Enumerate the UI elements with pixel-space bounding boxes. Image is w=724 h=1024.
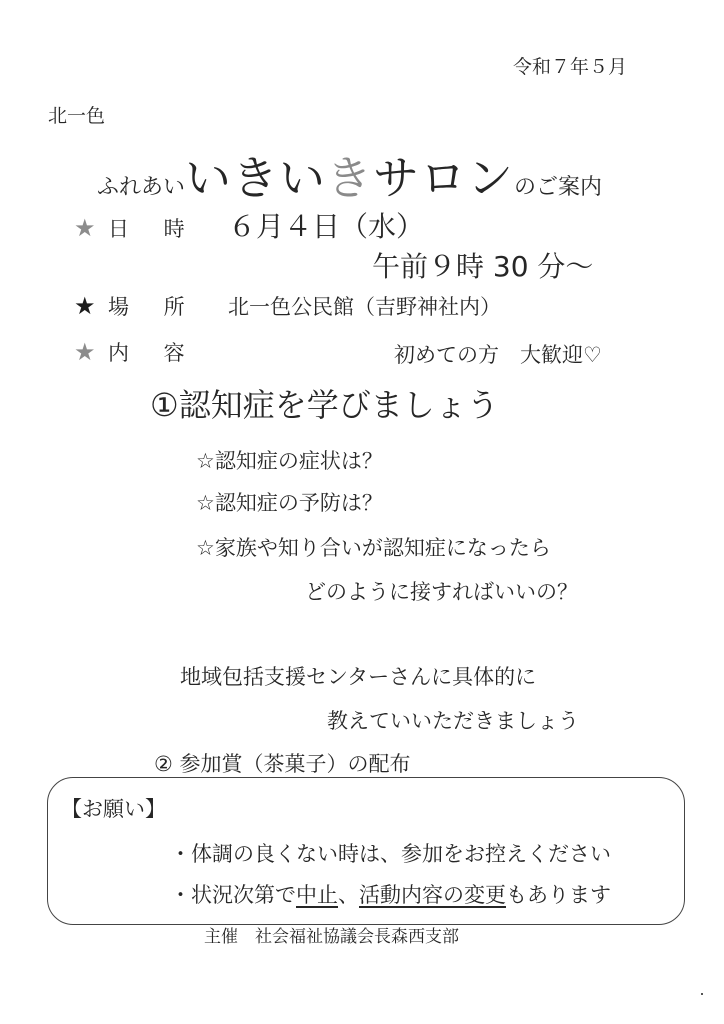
- star-icon: ★: [74, 214, 96, 242]
- star-icon: ★: [74, 338, 96, 366]
- request-label: 【お願い】: [61, 797, 166, 821]
- question-item: ☆認知症の予防は？: [196, 491, 383, 515]
- place-row: [74, 291, 501, 321]
- request-text: もあります: [506, 883, 611, 907]
- request-line: ・体調の良くない時は、参加をお控えください: [170, 842, 611, 866]
- question-item: ☆認知症の症状は？: [196, 449, 383, 473]
- issue-date: 令和７年５月: [513, 56, 628, 78]
- request-text: 、: [338, 883, 359, 907]
- title-prefix: ふれあい: [97, 175, 186, 200]
- request-text: ・状況次第で: [170, 883, 296, 907]
- note-line: 教えていいただきましょう: [327, 709, 579, 733]
- item-two: ② 参加賞（茶菓子）の配布: [154, 752, 411, 776]
- title-main-a: いきい: [185, 151, 327, 205]
- content-label: 内 容: [108, 341, 199, 365]
- question-item: どのように接すればいいの？: [305, 580, 578, 604]
- time-value: 午前９時 30 分～: [372, 250, 594, 283]
- district-name: 北一色: [48, 105, 106, 127]
- date-value: ６月４日（水）: [228, 210, 425, 243]
- welcome-text: 初めての方 大歓迎♡: [394, 343, 602, 367]
- content-row: [74, 337, 228, 367]
- change-emphasis: 活動内容の変更: [359, 883, 506, 907]
- section-heading: ①認知症を学びましょう: [150, 386, 499, 424]
- star-icon: ★: [74, 292, 96, 320]
- title-suffix: のご案内: [514, 175, 603, 200]
- question-item: ☆家族や知り合いが認知症になったら: [196, 536, 551, 560]
- date-row: [74, 205, 424, 245]
- place-label: 場 所: [108, 295, 199, 319]
- title-main-b: サロン: [373, 151, 515, 205]
- date-label: 日 時: [108, 217, 199, 241]
- title-main-light: き: [326, 151, 374, 205]
- scan-speck: [701, 993, 703, 995]
- page-title: [97, 142, 602, 208]
- note-line: 地域包括支援センターさんに具体的に: [180, 665, 537, 689]
- cancel-emphasis: 中止: [296, 883, 338, 907]
- request-line: [170, 879, 611, 909]
- organizer: 主催 社会福祉協議会長森西支部: [204, 927, 459, 947]
- place-value: 北一色公民館（吉野神社内）: [228, 295, 501, 319]
